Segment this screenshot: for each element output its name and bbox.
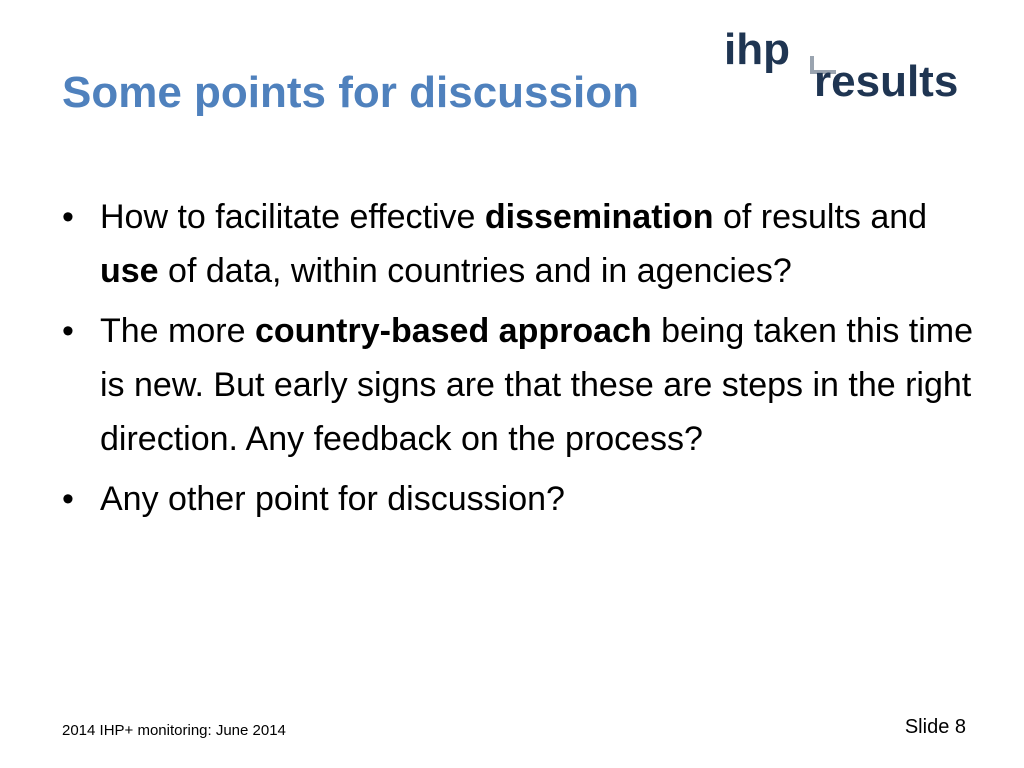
- bullet-text: of data, within countries and in agencies?: [158, 252, 792, 290]
- bullet-emphasis: country-based approach: [254, 312, 652, 350]
- bullet-text: The more: [100, 312, 255, 350]
- bullet-emphasis: use: [100, 252, 159, 290]
- footer-text: 2014 IHP+ monitoring: June 2014: [62, 722, 286, 739]
- bullet-list: [60, 190, 980, 532]
- logo-text-results: results: [814, 57, 959, 106]
- bullet-item: [60, 190, 980, 298]
- slide-title: Some points for discussion: [62, 68, 639, 117]
- bullet-text: being taken this time is new. But early signs are that these are steps in the right direction. Any feedback on the process?: [100, 312, 973, 458]
- bullet-item: [60, 304, 980, 466]
- bullet-text: How to facilitate effective: [100, 198, 485, 236]
- ihp-results-logo: [724, 14, 1004, 110]
- bullet-item: [60, 472, 980, 526]
- bullet-dot-icon: •: [62, 198, 74, 236]
- bullet-dot-icon: •: [62, 312, 74, 350]
- bullet-emphasis: dissemination: [484, 198, 714, 236]
- slide-number: Slide 8: [904, 716, 966, 738]
- bullet-text: of results and: [713, 198, 928, 236]
- bullet-dot-icon: •: [62, 480, 74, 518]
- bullet-text: Any other point for discussion?: [100, 480, 565, 518]
- logo-text-ihp: ihp: [724, 25, 790, 74]
